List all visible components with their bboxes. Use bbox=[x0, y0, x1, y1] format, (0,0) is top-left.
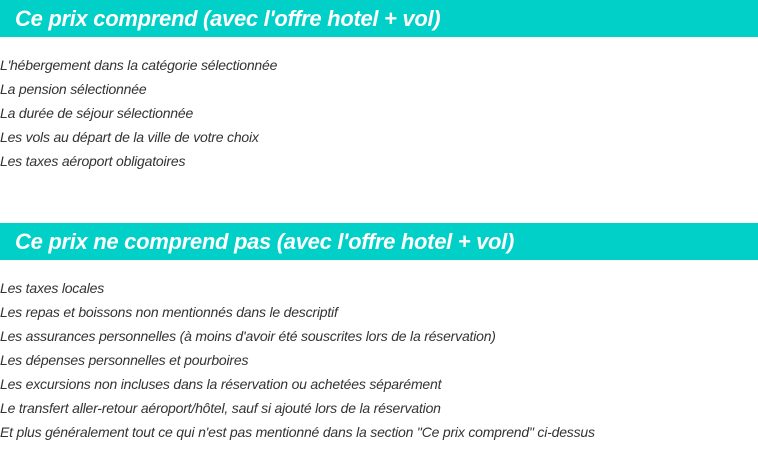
price-excludes-banner bbox=[0, 223, 758, 260]
list-item: L'hébergement dans la catégorie sélectionnée bbox=[0, 57, 278, 73]
list-item: La pension sélectionnée bbox=[0, 81, 147, 97]
list-item: Les taxes aéroport obligatoires bbox=[0, 153, 186, 169]
price-excludes-title: Ce prix ne comprend pas (avec l'offre hotel + vol) bbox=[15, 228, 515, 254]
list-item: Les assurances personnelles (à moins d'avoir été souscrites lors de la réservation) bbox=[0, 328, 496, 344]
list-item: Le transfert aller-retour aéroport/hôtel, sauf si ajouté lors de la réservation bbox=[0, 400, 441, 416]
price-excludes-section bbox=[0, 223, 758, 440]
price-excludes-list bbox=[0, 276, 595, 444]
list-item: Et plus généralement tout ce qui n'est pas mentionné dans la section "Ce prix comprend" ci-dessus bbox=[0, 424, 595, 440]
list-item: Les excursions non incluses dans la réservation ou achetées séparément bbox=[0, 376, 442, 392]
list-item: Les vols au départ de la ville de votre choix bbox=[0, 129, 259, 145]
price-includes-banner bbox=[0, 0, 758, 37]
price-includes-section bbox=[0, 0, 758, 169]
list-item: La durée de séjour sélectionnée bbox=[0, 105, 194, 121]
list-item: Les dépenses personnelles et pourboires bbox=[0, 352, 249, 368]
price-includes-list bbox=[0, 53, 277, 173]
list-item: Les repas et boissons non mentionnés dans le descriptif bbox=[0, 304, 338, 320]
list-item: Les taxes locales bbox=[0, 280, 104, 296]
price-includes-title: Ce prix comprend (avec l'offre hotel + vol) bbox=[15, 5, 441, 31]
